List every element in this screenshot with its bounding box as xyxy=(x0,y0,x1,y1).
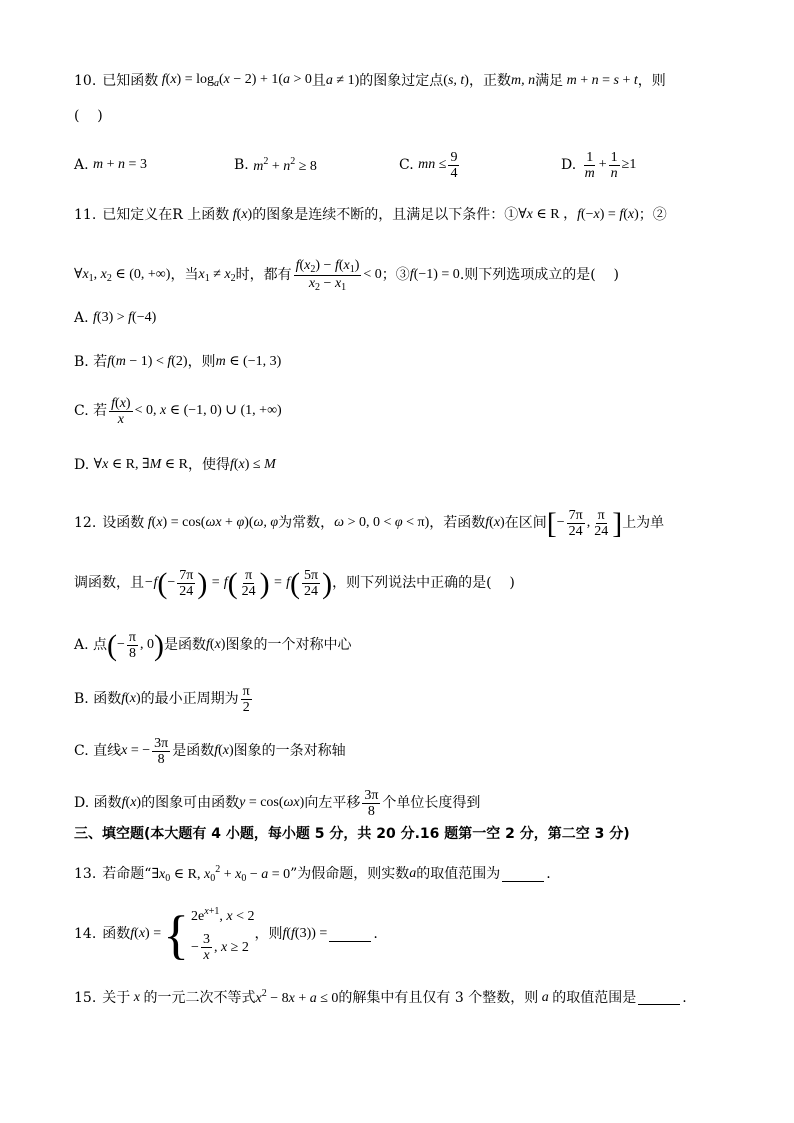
option-text3: 图象的一条对称轴 xyxy=(233,743,346,760)
q12-text7: ，则下列说法中正确的是( ) xyxy=(332,575,515,592)
option-math2: y = cos(ωx) xyxy=(239,795,305,811)
option-label: A. xyxy=(74,637,89,654)
option-text: 若 xyxy=(93,354,108,370)
option-math2: f(x) ≤ M xyxy=(229,457,276,472)
q12-number: 12. xyxy=(74,515,97,532)
option-text2: 的图象可由函数 xyxy=(141,795,240,812)
q12-option-d[interactable] xyxy=(74,788,724,820)
q12-text2: 为常数， xyxy=(278,515,335,532)
option-text2: ，则 xyxy=(187,354,216,370)
option-label: D. xyxy=(74,457,90,473)
option-text3: 向左平移 xyxy=(304,795,361,812)
q10-number: 10. xyxy=(74,72,97,89)
option-text2: 是函数 xyxy=(172,743,215,760)
bracket: ] xyxy=(612,506,623,540)
q15-text4: 的取值范围是 xyxy=(552,989,637,1006)
option-math: x = − xyxy=(121,743,151,759)
q10-answer-paren: ( ) xyxy=(74,108,103,124)
option-math: $m^2 + n^2 \ge 8$ xyxy=(253,155,317,174)
option-label: A. xyxy=(74,157,89,174)
q11-line2: $\forall x_1$, $x_2$ ∈ (0, +∞) ，当 $x_1 \ne x_2$ 时，都有 $\frac{f(x_2) - f(x_1)}{x_2 - x_1}$ < 0 ；③ f(−1) = 0 .则下列选项成立的是( ) xyxy=(74,258,619,293)
frac-9-4: $\frac{9}{4}$ xyxy=(450,150,458,182)
q15-number: 15. xyxy=(74,989,97,1006)
brace: { xyxy=(163,904,190,965)
q12-line1: 12. 设函数 f(x) = cos(ωx + φ)(ω, φ 为常数， ω > 0, 0 < φ < π) ，若函数 f(x) 在区间 [ − $\frac{7\pi}{24}$ , $\frac{\pi}{24}$ ] 上为单 xyxy=(74,506,665,540)
q10-option-c[interactable] xyxy=(399,150,561,182)
q14-line xyxy=(74,906,724,964)
option-text: 点 xyxy=(93,637,108,654)
q13-text3: 的取值范围为 xyxy=(416,866,501,883)
q14-ffx: f(f(3)) = xyxy=(282,926,328,942)
q13-answer-blank[interactable] xyxy=(502,867,544,882)
option-text4: 个单位长度得到 xyxy=(382,795,481,812)
q11-text6: ；③ xyxy=(381,267,410,284)
frac-1-m: $\frac{1}{m}$ xyxy=(584,150,595,182)
q10-cond: a ≠ 1) xyxy=(325,72,360,88)
frac: $\frac{7\pi}{24}$ xyxy=(179,568,194,600)
q14-piece2: − $\frac{3}{x}$ , x ≥ 2 xyxy=(191,931,249,964)
q10-line2 xyxy=(74,108,724,125)
q11-neq: $x_1 \ne x_2$ xyxy=(198,266,236,284)
q11-line1 xyxy=(74,207,724,224)
frac: $\frac{\pi}{8}$ xyxy=(128,630,136,662)
option-math: mn ≤ xyxy=(418,157,447,173)
option-label: B. xyxy=(74,691,89,708)
q11-option-d[interactable] xyxy=(74,457,724,474)
option-label: C. xyxy=(74,743,89,760)
q10-function: $f(x) = \log_a(x - 2) + 1(a > 0$ xyxy=(158,72,312,89)
option-text2: 是函数 xyxy=(164,637,206,654)
frac-1-n: $\frac{1}{n}$ xyxy=(610,150,618,182)
q12-text5: 上为单 xyxy=(622,515,665,532)
option-text: 函数 xyxy=(93,691,122,708)
q14-answer-blank[interactable] xyxy=(329,927,371,942)
q11-option-a[interactable] xyxy=(74,310,724,327)
q15-answer-blank[interactable] xyxy=(638,990,680,1005)
q12-option-b[interactable] xyxy=(74,684,724,716)
q12-text3: ，若函数 xyxy=(429,515,486,532)
option-math: f(x) xyxy=(121,795,142,811)
option-math: ∀x ∈ R, ∃M ∈ R xyxy=(93,457,188,472)
q12-text6: 调函数，且 xyxy=(74,575,144,592)
option-math: < 0, x ∈ (−1, 0) ∪ (1, +∞) xyxy=(134,403,282,419)
q10-eq: m + n = s + t xyxy=(563,72,638,88)
q12-eq: −f xyxy=(144,575,158,591)
q12-line2: 调函数，且 −f ( − $\frac{7\pi}{24}$ ) = f ( $\frac{\pi}{24}$ ) = f ( $\frac{5\pi}{24}$ ) ，则下列说法中正确的是( ) xyxy=(74,566,515,600)
frac: $\frac{\pi}{24}$ xyxy=(241,568,256,600)
q13-text: 若命题“ xyxy=(102,866,152,883)
option-math: f(x) xyxy=(206,637,226,653)
q13-line xyxy=(74,864,724,885)
frac: $\frac{3\pi}{8}$ xyxy=(154,736,169,768)
q11-text: 已知定义在R 上函数 xyxy=(102,207,230,223)
frac: $\frac{5\pi}{24}$ xyxy=(304,568,319,600)
q14-text: 函数 xyxy=(102,926,131,943)
frac: $\frac{\pi}{24}$ xyxy=(594,508,609,540)
option-label: C. xyxy=(74,403,89,420)
q15-line xyxy=(74,988,724,1008)
q11-text4: ，当 xyxy=(170,267,199,284)
q13-end: . xyxy=(546,866,551,883)
q15-text: 关于 xyxy=(102,989,131,1006)
option-math: m + n = 3 xyxy=(93,157,147,173)
q11-option-b[interactable] xyxy=(74,354,724,371)
q14-end: . xyxy=(373,926,378,943)
q15-a: a xyxy=(538,989,553,1005)
q11-number: 11. xyxy=(74,207,97,223)
option-math2: m ∈ (−1, 3) xyxy=(215,354,282,369)
option-text3: 图象的一个对称中心 xyxy=(225,637,352,654)
q14-number: 14. xyxy=(74,926,97,943)
q14-text2: ，则 xyxy=(254,926,283,943)
option-math2: f(x) xyxy=(214,743,234,759)
option-label: D. xyxy=(74,795,90,812)
option-frac: $\frac{f(x)}{x}$ xyxy=(111,396,131,428)
bracket: [ xyxy=(546,506,557,540)
q11-option-c[interactable] xyxy=(74,396,724,428)
frac: $\frac{3\pi}{8}$ xyxy=(364,788,379,820)
q13-number: 13. xyxy=(74,866,97,883)
q12-option-c[interactable] xyxy=(74,736,724,768)
q11-text5: 时，都有 xyxy=(235,267,292,284)
q10-option-b[interactable] xyxy=(234,156,399,176)
q13-text2: ”为假命题，则实数 xyxy=(290,866,410,883)
q15-end: . xyxy=(682,989,687,1006)
option-text: ，使得 xyxy=(187,457,230,473)
q10-text4: 满足 xyxy=(535,72,564,89)
option-text: 函数 xyxy=(93,795,122,812)
q10-text: 已知函数 xyxy=(102,72,159,89)
q13-prop: $\exists x_0$ ∈ R, $x_0^2 + x_0 - a = 0$ xyxy=(151,864,291,884)
q12-text: 设函数 xyxy=(102,515,145,532)
q11-text2: 的图象是连续不断的，且满足以下条件：① xyxy=(252,207,519,223)
option-label: B. xyxy=(74,354,89,370)
q14-fx: f(x) = xyxy=(130,926,162,942)
q15-ineq: $x^2 - 8x + a \le 0$ xyxy=(255,988,339,1006)
q11-cond2: $\forall x_1$, $x_2$ ∈ (0, +∞) xyxy=(74,266,171,284)
q10-text2: 的图象过定点 xyxy=(359,72,444,89)
q12-cond: ω > 0, 0 < φ < π) xyxy=(334,515,430,531)
option-label: B. xyxy=(234,157,249,174)
q10-option-a[interactable] xyxy=(74,157,234,174)
q15-text2: 的一元二次不等式 xyxy=(143,989,256,1006)
q10-options xyxy=(74,150,724,182)
q11-frac: $\frac{f(x_2) - f(x_1)}{x_2 - x_1}$ xyxy=(295,258,360,293)
option-label: A. xyxy=(74,310,89,326)
q15-text3: 的解集中有且仅有 3 个整数，则 xyxy=(338,989,539,1006)
option-math: f(3) > f(−4) xyxy=(93,310,157,325)
q11-fx: f(x) xyxy=(229,207,253,222)
option-text: 直线 xyxy=(93,743,122,760)
option-text: 若 xyxy=(93,403,108,420)
option-math: f(x) xyxy=(121,691,141,707)
section-heading: 三、填空题(本大题有 4 小题，每小题 5 分，共 20 分.16 题第一空 2 分，第二空 3 分) xyxy=(74,826,630,842)
q11-text7: .则下列选项成立的是( ) xyxy=(459,267,619,284)
q10-point: (s, t) xyxy=(443,72,469,88)
q14-piece1: $2e^{x+1}$, x < 2 xyxy=(191,906,255,924)
q12-fx2: f(x) xyxy=(485,515,505,531)
q10-and: 且 xyxy=(311,72,326,89)
q10-option-d[interactable]: D. $\frac{1}{m}$ + $\frac{1}{n}$ ≥1 xyxy=(561,150,637,182)
q12-fx: f(x) = cos(ωx + φ)(ω, φ xyxy=(144,515,279,531)
q11-cond1: ∀x ∈ R ，f(−x) = f(x) xyxy=(518,207,639,222)
q10-text3: ，正数 xyxy=(468,72,511,89)
q12-option-a[interactable]: A. 点 ( − $\frac{\pi}{8}$ , 0 ) 是函数 f(x) 图象的一个对称中心 xyxy=(74,628,352,662)
option-label: C. xyxy=(399,157,414,174)
q12-text4: 在区间 xyxy=(504,515,547,532)
frac: $\frac{\pi}{2}$ xyxy=(242,684,250,716)
q11-text3: ；② xyxy=(638,207,667,223)
q10-mn: m, n xyxy=(510,72,536,88)
option-math: f(m − 1) < f(2) xyxy=(107,354,188,369)
q15-x: x xyxy=(130,989,144,1005)
frac: $\frac{7\pi}{24}$ xyxy=(568,508,583,540)
option-text2: 的最小正周期为 xyxy=(140,691,239,708)
option-label: D. xyxy=(561,157,577,174)
q14-pieces xyxy=(191,906,254,964)
q11-cond3: f(−1) = 0 xyxy=(409,267,460,283)
q13-a: a xyxy=(409,866,417,882)
q10-line1 xyxy=(74,72,724,90)
q10-text5: ，则 xyxy=(637,72,666,89)
